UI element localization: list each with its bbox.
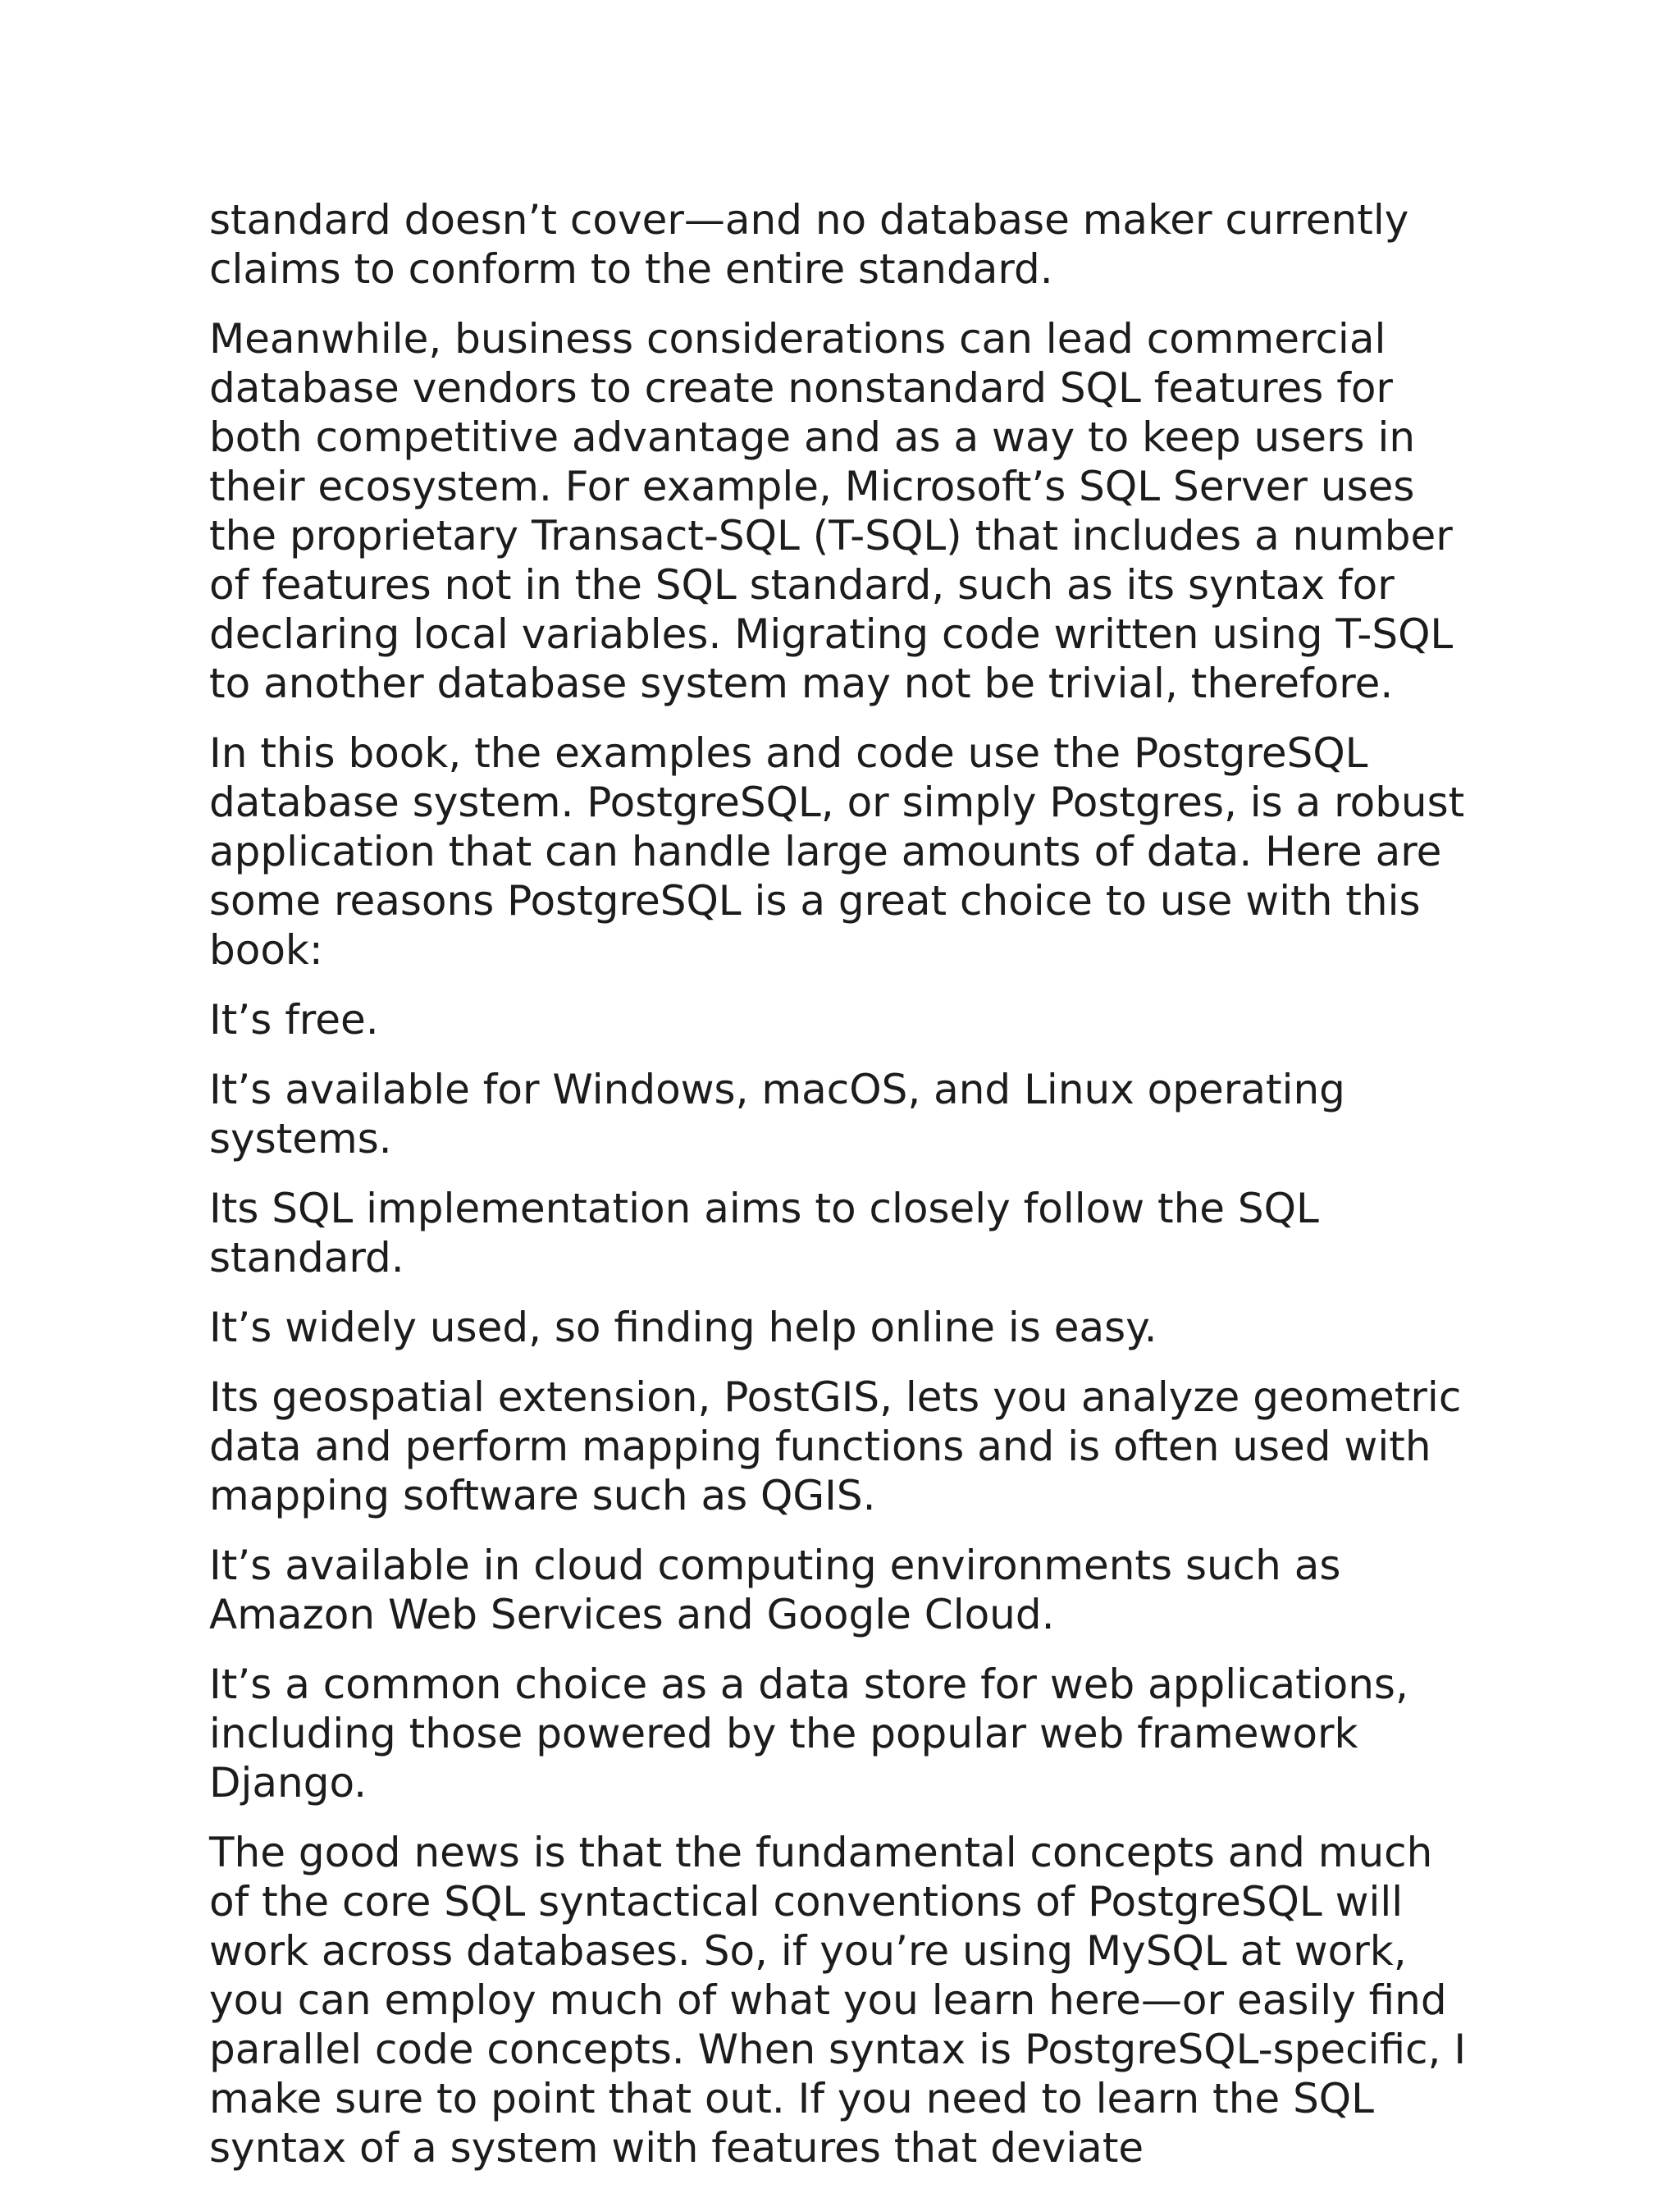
list-item-web-apps: It’s a common choice as a data store for web applications, including those powered by the popular web framework Django. xyxy=(209,1661,1408,1807)
list-item-cloud: It’s available in cloud computing environments such as Amazon Web Services and Google Cloud. xyxy=(209,1542,1341,1638)
list-item-sql-standard: Its SQL implementation aims to closely follow the SQL standard. xyxy=(209,1185,1319,1282)
paragraph-portability: The good news is that the fundamental concepts and much of the core SQL syntactical conventions of PostgreSQL will work across databases. So, if you’re using MySQL at work, you can employ much of what you learn here—or easily find parallel code concepts. When syntax is PostgreSQL-specific, I make sure to point that out. If you need to learn the SQL syntax of a system with features that deviate xyxy=(209,1829,1467,2172)
list-item-widely-used: It’s widely used, so finding help online is easy. xyxy=(209,1304,1157,1351)
paragraph-standard-conformance: standard doesn’t cover—and no database maker currently claims to conform to the entire standard. xyxy=(209,196,1409,293)
paragraph-postgresql-intro: In this book, the examples and code use the PostgreSQL database system. PostgreSQL, or simply Postgres, is a robust application that can handle large amounts of data. Here are some reasons PostgreSQL is a great choice to use with this book: xyxy=(209,729,1465,974)
list-item-free: It’s free. xyxy=(209,996,379,1044)
paragraph-nonstandard-features: Meanwhile, business considerations can lead commercial database vendors to create nonstandard SQL features for both competitive advantage and as a way to keep users in their ecosystem. For example, Microsoft’s SQL Server uses the proprietary Transact-SQL (T-SQL) that includes a number of features not in the SQL standard, such as its syntax for declaring local variables. Migrating code written using T-SQL to another database system may not be trivial, therefore. xyxy=(209,315,1454,707)
list-item-postgis: Its geospatial extension, PostGIS, lets you analyze geometric data and perform mapping functions and is often used with mapping software such as QGIS. xyxy=(209,1373,1462,1519)
document-page xyxy=(209,195,1472,2193)
list-item-platforms: It’s available for Windows, macOS, and Linux operating systems. xyxy=(209,1066,1345,1163)
